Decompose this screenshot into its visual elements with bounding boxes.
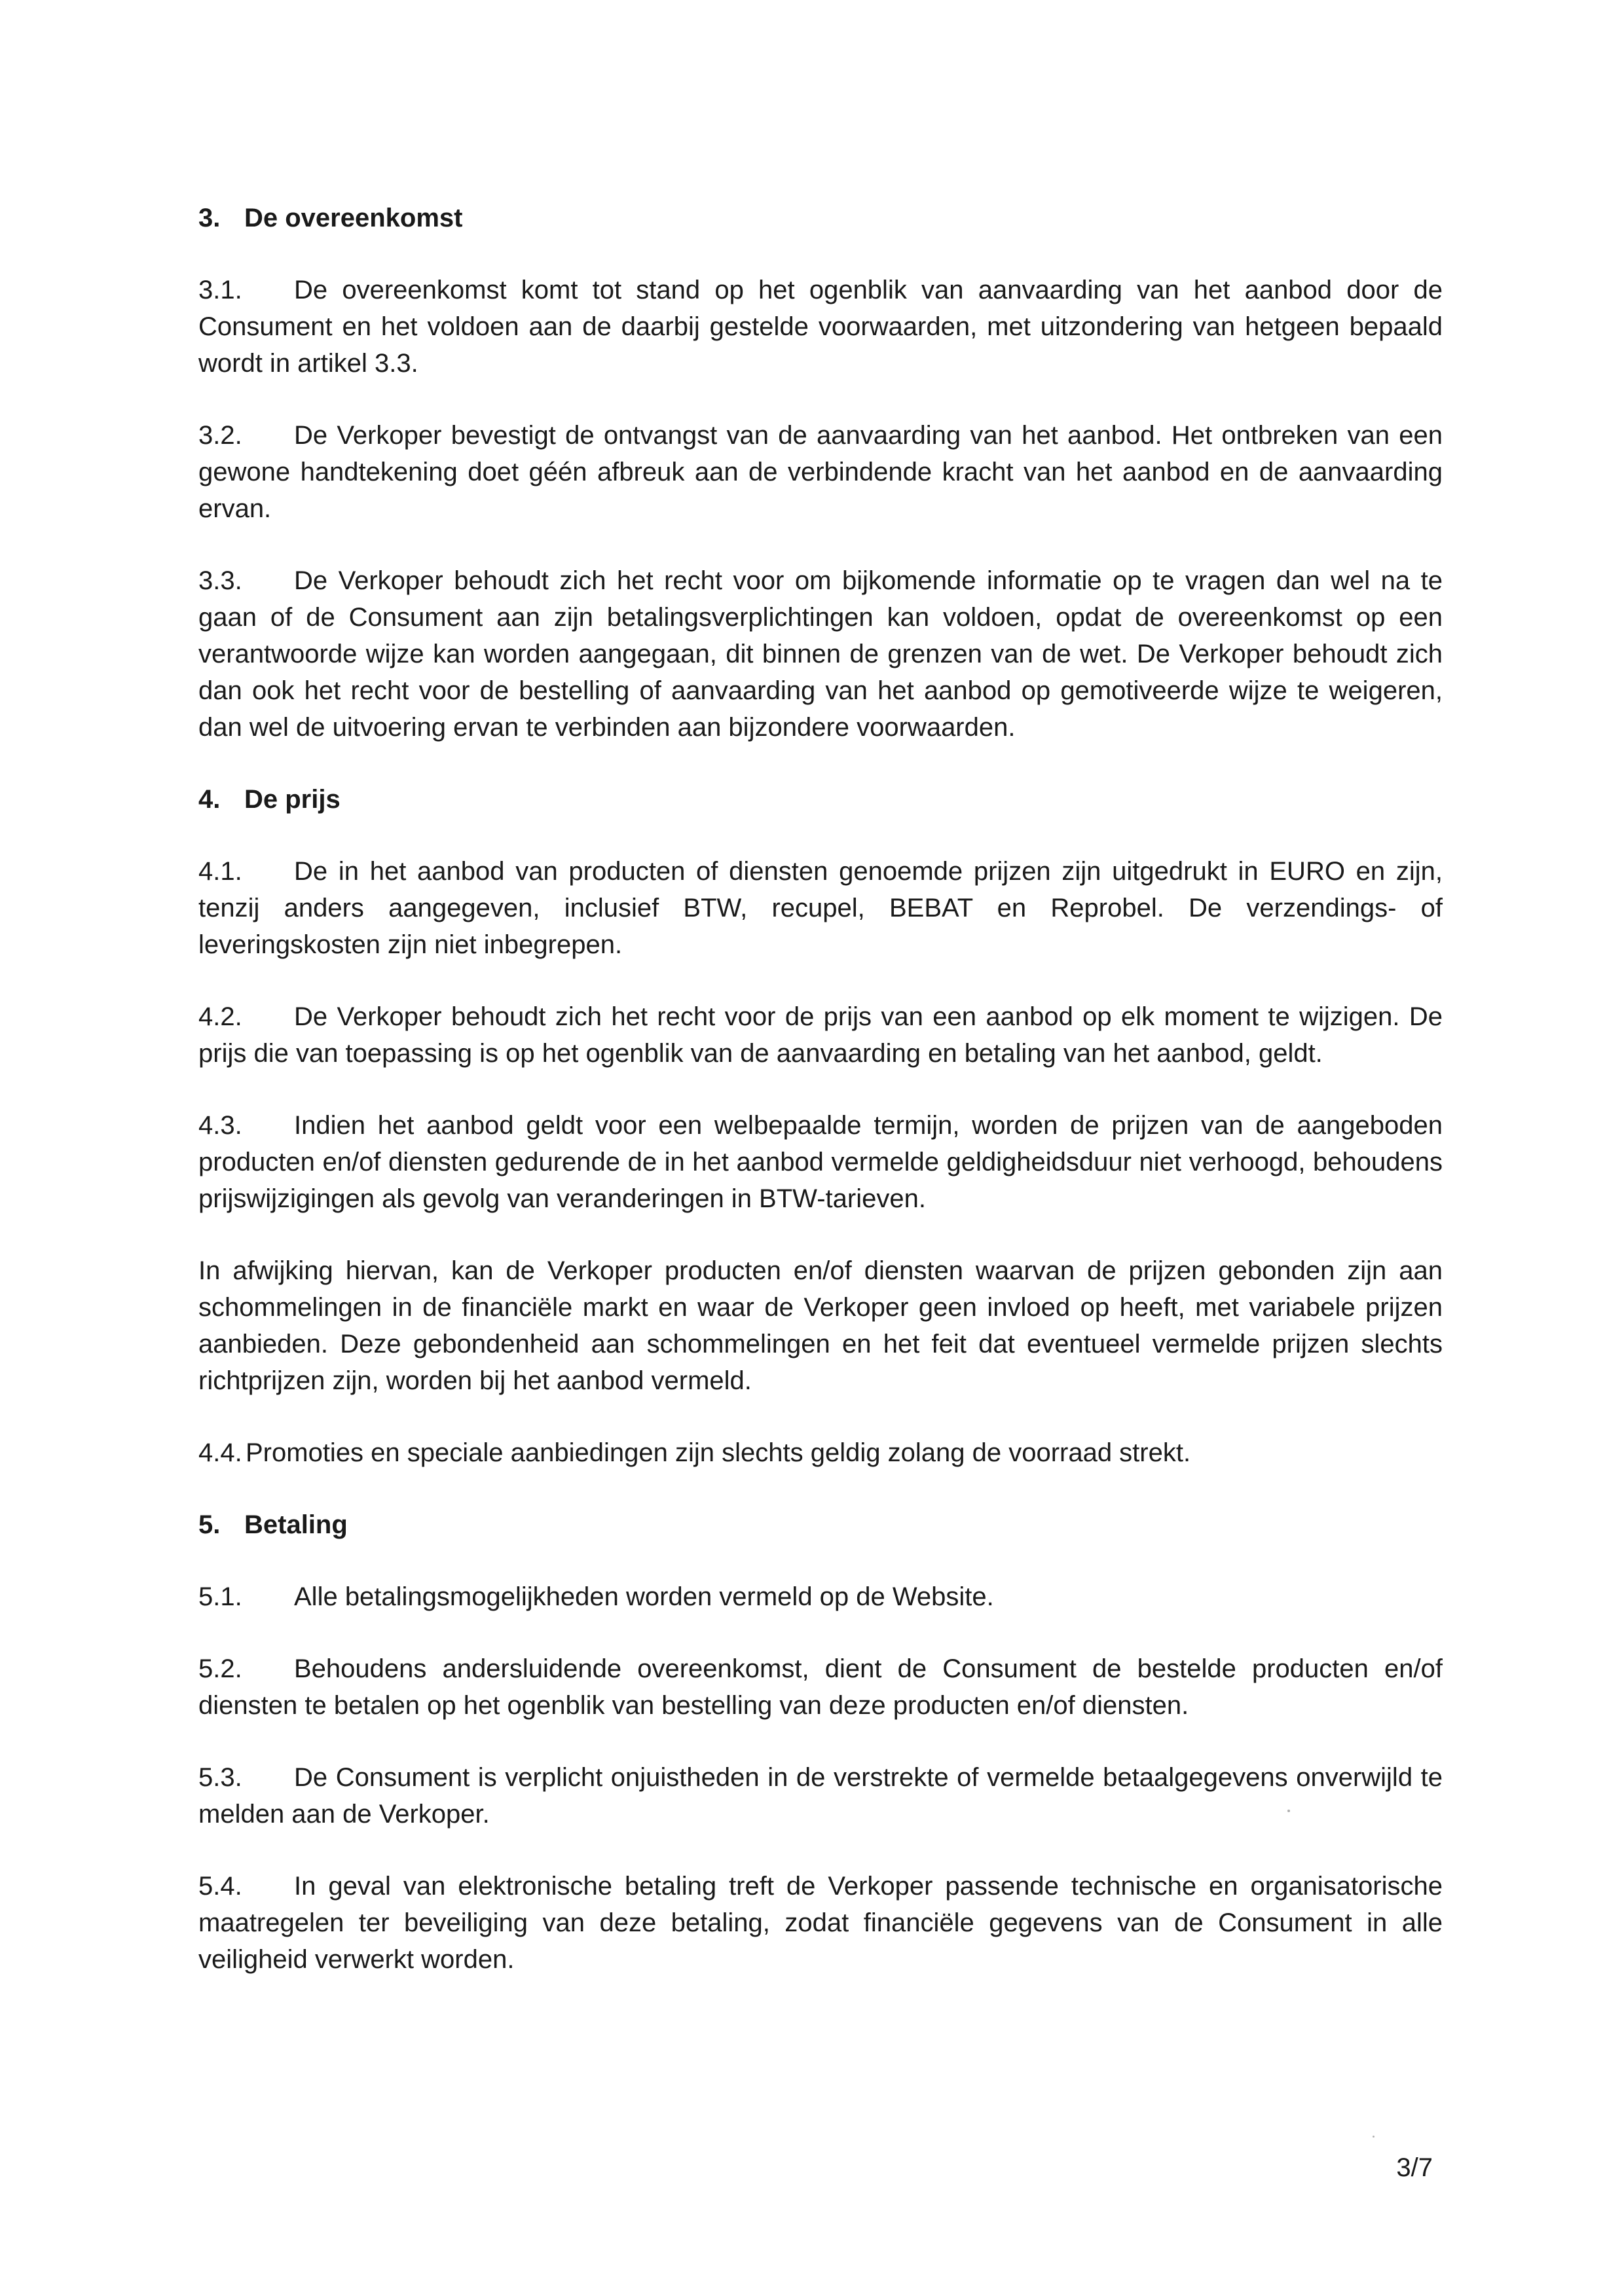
- article-5-2: [198, 1650, 1443, 1724]
- article-text: Behoudens andersluidende overeenkomst, dient de Consument de bestelde producten en/of diensten te betalen op het ogenblik van bestelling van deze producten en/of diensten.: [198, 1654, 1443, 1720]
- section-heading-4: [198, 781, 1443, 818]
- article-3-2: [198, 417, 1443, 527]
- article-4-1: [198, 853, 1443, 963]
- article-text: De overeenkomst komt tot stand op het ogenblik van aanvaarding van het aanbod door de Consument en het voldoen aan de daarbij gestelde voorwaarden, met uitzondering van hetgeen bepaald wordt in artikel 3.3.: [198, 276, 1443, 378]
- article-number: 4.3.: [198, 1111, 242, 1140]
- scan-speck: [1373, 2136, 1375, 2138]
- article-text: Promoties en speciale aanbiedingen zijn slechts geldig zolang de voorraad strekt.: [246, 1438, 1191, 1467]
- article-4-2: [198, 998, 1443, 1072]
- article-text: Alle betalingsmogelijkheden worden vermeld op de Website.: [294, 1582, 994, 1611]
- section-title: Betaling: [244, 1510, 348, 1539]
- document-body: [198, 200, 1443, 2013]
- article-number: 4.1.: [198, 857, 242, 886]
- article-5-3: [198, 1759, 1443, 1832]
- article-text: De Verkoper bevestigt de ontvangst van de aanvaarding van het aanbod. Het ontbreken van een gewone handtekening doet géén afbreuk aan de verbindende kracht van het aanbod en de aanvaarding ervan.: [198, 421, 1443, 523]
- article-text: De in het aanbod van producten of diensten genoemde prijzen zijn uitgedrukt in EURO en zijn, tenzij anders aangegeven, inclusief BTW, recupel, BEBAT en Reprobel. De verzendings- of leveringskosten zijn niet inbegrepen.: [198, 857, 1443, 959]
- article-number: 5.3.: [198, 1763, 242, 1792]
- article-3-3: [198, 562, 1443, 746]
- article-4-3-continuation: [198, 1252, 1443, 1399]
- page-number: 3/7: [1396, 2153, 1433, 2182]
- article-number: 5.1.: [198, 1582, 242, 1611]
- article-number: 4.2.: [198, 1002, 242, 1031]
- article-number: 3.3.: [198, 566, 242, 595]
- article-text: De Verkoper behoudt zich het recht voor om bijkomende informatie op te vragen dan wel na te gaan of de Consument aan zijn betalingsverplichtingen kan voldoen, opdat de overeenkomst op een verantwoorde wijze kan worden aangegaan, dit binnen de grenzen van de wet. De Verkoper behoudt zich dan ook het recht voor de bestelling of aanvaarding van het aanbod op gemotiveerde wijze te weigeren, dan wel de uitvoering ervan te verbinden aan bijzondere voorwaarden.: [198, 566, 1443, 742]
- article-4-3: [198, 1107, 1443, 1217]
- section-number: 4.: [198, 785, 221, 814]
- article-number: 3.1.: [198, 276, 242, 304]
- article-5-1: [198, 1578, 1443, 1615]
- article-text: Indien het aanbod geldt voor een welbepaalde termijn, worden de prijzen van de aangeboden producten en/of diensten gedurende de in het aanbod vermelde geldigheidsduur niet verhoogd, behoudens prijswijzigingen als gevolg van veranderingen in BTW-tarieven.: [198, 1111, 1443, 1213]
- section-heading-5: [198, 1506, 1443, 1543]
- article-4-4: [198, 1434, 1443, 1471]
- scan-speck: [1287, 1810, 1290, 1812]
- section-number: 3.: [198, 204, 221, 232]
- article-text: De Verkoper behoudt zich het recht voor de prijs van een aanbod op elk moment te wijzigen. De prijs die van toepassing is op het ogenblik van de aanvaarding en betaling van het aanbod, geldt.: [198, 1002, 1443, 1068]
- article-text: In afwijking hiervan, kan de Verkoper producten en/of diensten waarvan de prijzen gebonden zijn aan schommelingen in de financiële markt en waar de Verkoper geen invloed op heeft, met variabele prijzen aanbieden. Deze gebondenheid aan schommelingen en het feit dat eventueel vermelde prijzen slechts richtprijzen zijn, worden bij het aanbod vermeld.: [198, 1256, 1443, 1395]
- section-number: 5.: [198, 1510, 221, 1539]
- article-number: 5.2.: [198, 1654, 242, 1683]
- article-number: 5.4.: [198, 1872, 242, 1901]
- article-5-4: [198, 1868, 1443, 1978]
- section-title: De overeenkomst: [244, 204, 463, 232]
- section-title: De prijs: [244, 785, 341, 814]
- article-text: In geval van elektronische betaling treft de Verkoper passende technische en organisatorische maatregelen ter beveiliging van deze betaling, zodat financiële gegevens van de Consument in alle veiligheid verwerkt worden.: [198, 1872, 1443, 1974]
- article-number: 3.2.: [198, 421, 242, 450]
- section-heading-3: [198, 200, 1443, 236]
- article-number: 4.4.: [198, 1438, 242, 1467]
- article-text: De Consument is verplicht onjuistheden in de verstrekte of vermelde betaalgegevens onverwijld te melden aan de Verkoper.: [198, 1763, 1443, 1829]
- article-3-1: [198, 272, 1443, 382]
